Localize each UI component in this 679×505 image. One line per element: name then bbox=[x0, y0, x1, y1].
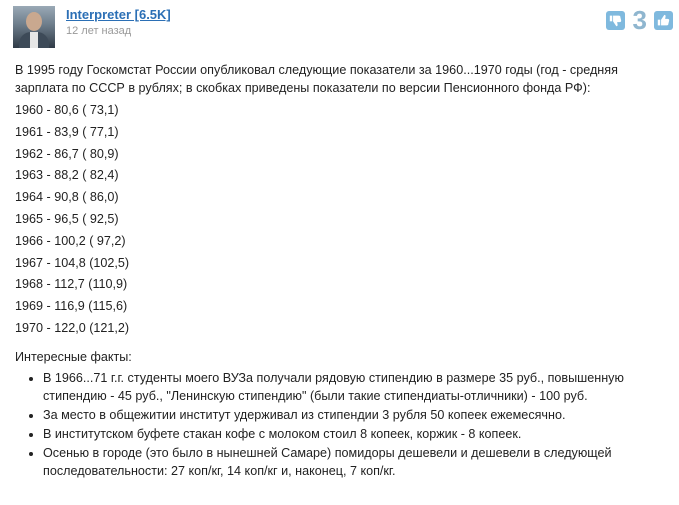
avatar[interactable] bbox=[13, 6, 55, 48]
thumbs-up-icon bbox=[657, 14, 670, 27]
facts-title: Интересные факты: bbox=[15, 349, 132, 364]
stats-line: 1969 - 116,9 (115,6) bbox=[15, 299, 128, 314]
thumbs-up-button[interactable] bbox=[654, 11, 673, 30]
author-name-link[interactable]: Interpreter [6.5K] bbox=[66, 7, 171, 22]
stats-list bbox=[15, 100, 665, 340]
stats-line: 1968 - 112,7 (110,9) bbox=[15, 277, 128, 292]
avatar-head bbox=[26, 12, 42, 31]
fact-item: • Осенью в городе (это было в нынешней Самаре) помидоры дешевели и дешевели в следующей последовательности: 27 коп/кг, 14 коп/кг и, наконец, 7 коп/кг. bbox=[43, 444, 665, 480]
post-time: 12 лет назад bbox=[66, 25, 132, 37]
avatar-shirt bbox=[30, 32, 38, 48]
fact-item: • В 1966...71 г.г. студенты моего ВУЗа получали рядовую стипендию в размере 35 руб., повышенную стипендию - 45 руб., "Ленинскую стипендию" (были такие стипендиаты-отличники) - 100 руб. bbox=[43, 369, 665, 405]
stats-line: 1966 - 100,2 ( 97,2) bbox=[15, 233, 126, 248]
facts-list bbox=[15, 369, 665, 480]
thumbs-down-icon bbox=[609, 14, 622, 27]
fact-item: • За место в общежитии институт удерживал из стипендии 3 рубля 50 копеек ежемесячно. bbox=[43, 406, 665, 424]
thumbs-down-button[interactable] bbox=[606, 11, 625, 30]
stats-line: 1965 - 96,5 ( 92,5) bbox=[15, 211, 119, 226]
stats-line: 1960 - 80,6 ( 73,1) bbox=[15, 103, 119, 117]
stats-line: 1963 - 88,2 ( 82,4) bbox=[15, 168, 119, 183]
vote-count: 3 bbox=[632, 5, 647, 35]
fact-item: • В институтском буфете стакан кофе с молоком стоил 8 копеек, коржик - 8 копеек. bbox=[43, 425, 665, 443]
vote-box bbox=[606, 6, 673, 34]
stats-line: 1961 - 83,9 ( 77,1) bbox=[15, 124, 119, 139]
intro-paragraph: В 1995 году Госкомстат России опубликовал следующие показатели за 1960...1970 годы (год - средняя зарплата по СССР в рублях; в скобках приведены показатели по версии Пенсионного фонда РФ): bbox=[15, 63, 618, 95]
stats-line: 1964 - 90,8 ( 86,0) bbox=[15, 190, 119, 205]
answer-header bbox=[0, 0, 679, 56]
stats-line: 1962 - 86,7 ( 80,9) bbox=[15, 146, 119, 161]
answer-content bbox=[15, 61, 665, 481]
stats-line: 1970 - 122,0 (121,2) bbox=[15, 320, 130, 335]
stats-line: 1967 - 104,8 (102,5) bbox=[15, 255, 130, 270]
